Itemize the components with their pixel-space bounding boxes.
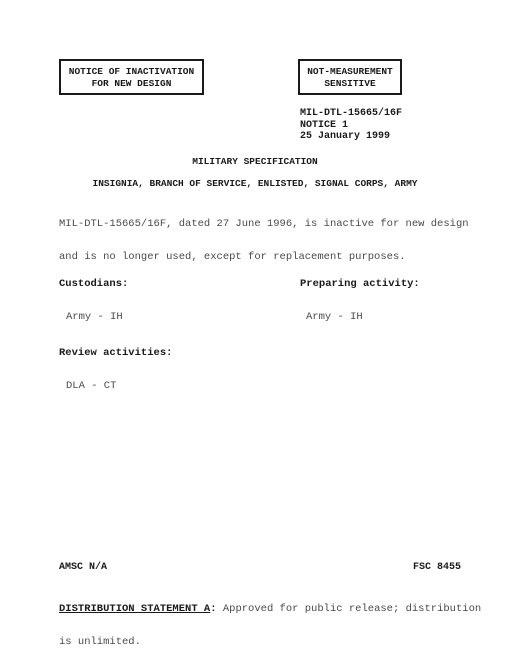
document-number: MIL-DTL-15665/16F [300,108,403,119]
statement-line-1: MIL-DTL-15665/16F, dated 27 June 1996, is inactive for new design [59,218,469,230]
preparing-activity-block [300,257,420,334]
preparing-activity-value: Army - IH [306,311,363,323]
notice-number: NOTICE 1 [300,119,349,131]
preparing-activity-label: Preparing activity: [300,278,420,290]
inactivation-line-2: FOR NEW DESIGN [91,78,172,89]
fsc-code: FSC 8455 [413,562,462,573]
spec-subject-heading: INSIGNIA, BRANCH OF SERVICE, ENLISTED, SIGNAL CORPS, ARMY [92,178,418,189]
measurement-sensitivity-box [298,59,402,95]
inactivation-line-1: NOTICE OF INACTIVATION [68,66,195,77]
statement-line-2: and is no longer used, except for replacement purposes. [59,251,406,263]
distribution-line-1 [59,604,481,615]
spec-type-heading: MILITARY SPECIFICATION [192,156,318,167]
measurement-line-1: NOT-MEASUREMENT [307,66,393,77]
notice-date: 25 January 1999 [300,131,391,142]
custodians-label: Custodians: [59,278,129,290]
review-activities-block [59,326,172,403]
review-activities-label: Review activities: [59,347,173,359]
distribution-text-2: is unlimited. [59,636,141,648]
distribution-text-1: Approved for public release; distribution [216,603,482,615]
distribution-statement-label: DISTRIBUTION STATEMENT A [59,603,211,615]
custodians-block [59,257,128,334]
review-activities-value: DLA - CT [66,380,117,392]
inactivation-notice-box [59,59,204,95]
measurement-line-2: SENSITIVE [324,78,376,89]
distribution-statement [59,582,481,659]
document-id-block [300,108,402,143]
distribution-colon: : [210,603,217,615]
amsc-code: AMSC N/A [59,562,108,573]
custodians-value: Army - IH [66,311,123,323]
